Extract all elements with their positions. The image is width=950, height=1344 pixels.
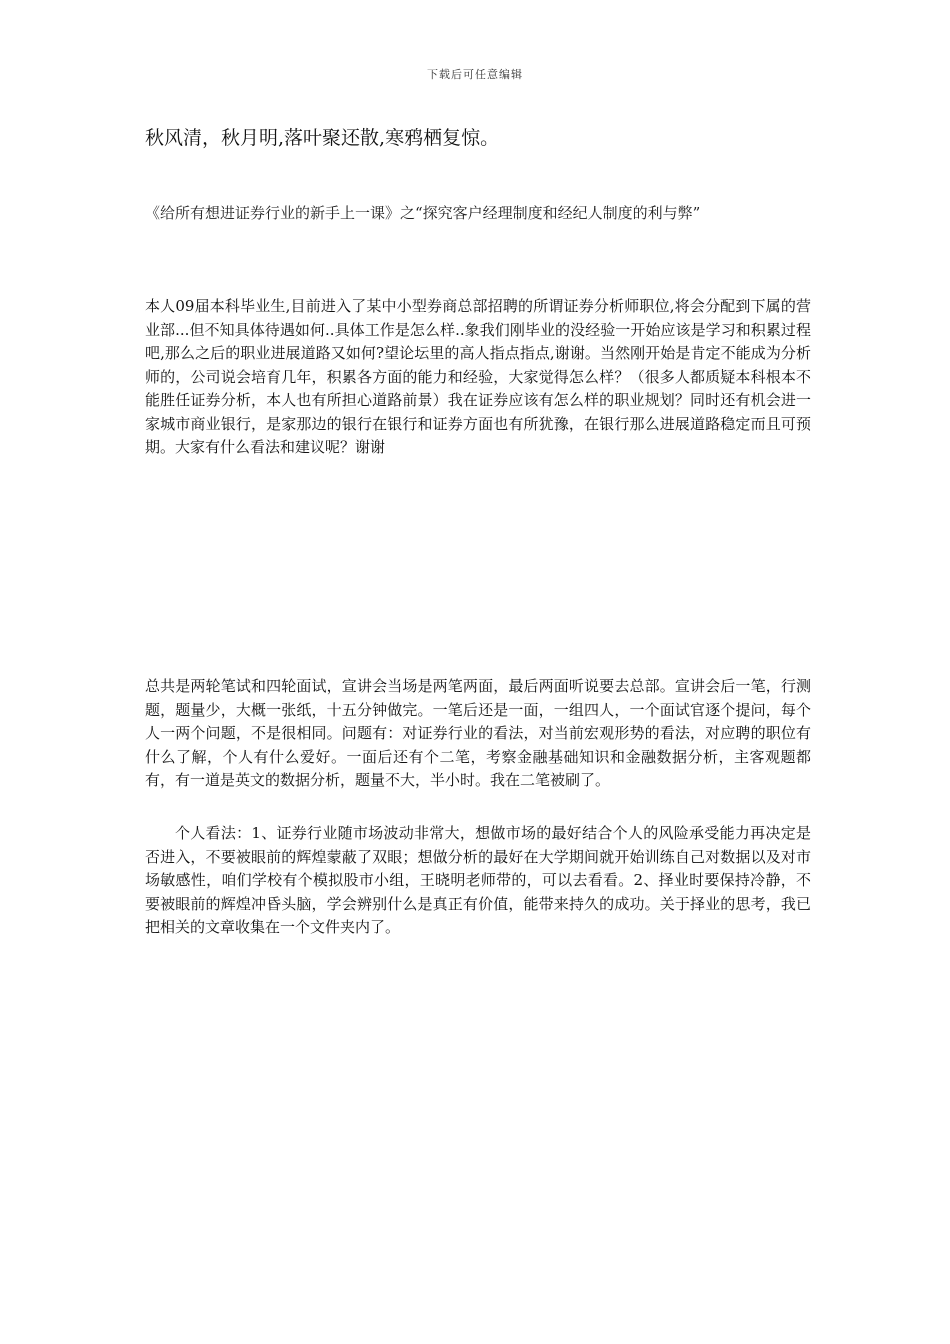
- opinion-paragraph: 个人看法：1、证券行业随市场波动非常大，想做市场的最好结合个人的风险承受能力再决定是否进入，不要被眼前的辉煌蒙蔽了双眼；想做分析的最好在大学期间就开始训练自己对数据以及对市场敏感性，咱们学校有个模拟股市小组，王晓明老师带的，可以去看看。2、择业时要保持冷静，不要被眼前的辉煌冲昏头脑，学会辨别什么是真正有价值，能带来持久的成功。关于择业的思考，我已把相关的文章收集在一个文件夹内了。: [145, 824, 811, 936]
- article-title: 《给所有想进证券行业的新手上一课》之“探究客户经理制度和经纪人制度的利与弊”: [145, 204, 701, 222]
- interview-paragraph: 总共是两轮笔试和四轮面试，宣讲会当场是两笔两面，最后两面听说要去总部。宣讲会后一笔，行测题，题量少，大概一张纸，十五分钟做完。一笔后还是一面，一组四人，一个面试官逐个提问，每个人一两个问题，不是很相同。问题有：对证券行业的看法，对当前宏观形势的看法，对应聘的职位有什么了解，个人有什么爱好。一面后还有个二笔，考察金融基础知识和金融数据分析，主客观题都有，有一道是英文的数据分析，题量不大，半小时。我在二笔被刷了。: [145, 677, 811, 789]
- question-paragraph: 本人09届本科毕业生,目前进入了某中小型券商总部招聘的所谓证券分析师职位,将会分配到下属的营业部...但不知具体待遇如何..具体工作是怎么样..象我们刚毕业的没经验一开始应该是学习和积累过程吧,那么之后的职业进展道路又如何?望论坛里的高人指点指点,谢谢。当然刚开始是肯定不能成为分析师的，公司说会培育几年，积累各方面的能力和经验，大家觉得怎么样？（很多人都质疑本科根本不能胜任证券分析，本人也有所担心道路前景）我在证券应该有怎么样的职业规划？同时还有机会进一家城市商业银行，是家那边的银行在银行和证券方面也有所犹豫，在银行那么进展道路稳定而且可预期。大家有什么看法和建议呢？谢谢: [145, 297, 811, 456]
- header-note: 下载后可任意编辑: [427, 68, 523, 81]
- poem-line: 秋风清，秋月明,落叶聚还散,寒鸦栖复惊。: [145, 127, 500, 149]
